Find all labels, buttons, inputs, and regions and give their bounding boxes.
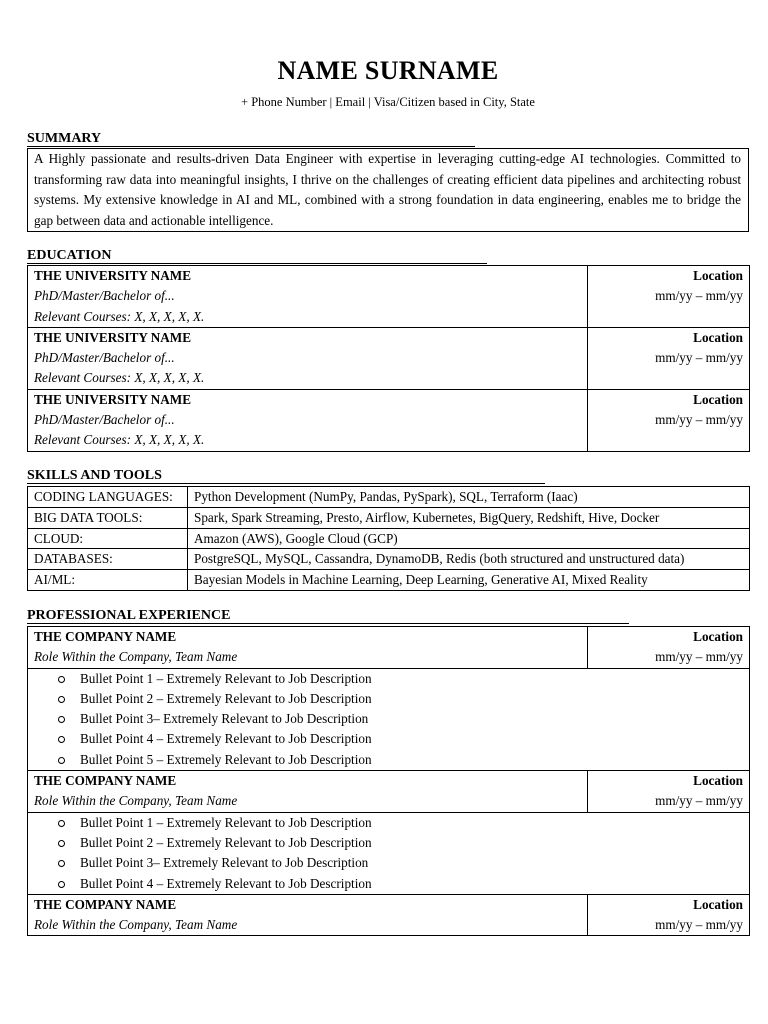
education-meta	[588, 266, 750, 328]
education-dates: mm/yy – mm/yy	[655, 412, 743, 428]
job-bullets-row	[28, 812, 750, 894]
education-entry	[28, 327, 750, 389]
job-meta	[588, 627, 750, 669]
company-name: THE COMPANY NAME	[34, 629, 177, 644]
bullet-item	[28, 874, 749, 894]
summary-box	[27, 148, 749, 232]
job-meta	[588, 771, 750, 813]
summary-text: A Highly passionate and results-driven Data Engineer with expertise in leveraging cutting-edge AI technologies. Committed to transforming raw data into meaningful insights, I thrive on the challenges of creating efficient data pipelines and architecting robust systems. My extensive knowledge in AI and ML, combined with a strong foundation in data engineering, enables me to bridge the gap between data and actionable intelligence.	[34, 151, 741, 228]
bullet-item	[28, 750, 749, 770]
skills-row	[28, 528, 750, 549]
education-table	[27, 265, 750, 452]
job-location: Location	[693, 773, 743, 789]
company-name: THE COMPANY NAME	[34, 896, 177, 912]
bullet-text: Bullet Point 4 – Extremely Relevant to Job Description	[80, 875, 372, 891]
hollow-bullet-icon	[58, 860, 65, 867]
job-location: Location	[693, 896, 743, 912]
skill-values: Amazon (AWS), Google Cloud (GCP)	[188, 528, 750, 549]
education-location: Location	[693, 268, 743, 283]
education-entry	[28, 266, 750, 328]
relevant-courses: Relevant Courses: X, X, X, X, X.	[34, 432, 205, 448]
education-location: Location	[693, 329, 743, 345]
hollow-bullet-icon	[58, 716, 65, 723]
job-details	[28, 771, 588, 813]
bullet-text: Bullet Point 2 – Extremely Relevant to Job Description	[80, 834, 372, 850]
relevant-courses: Relevant Courses: X, X, X, X, X.	[34, 308, 205, 324]
skills-heading: SKILLS AND TOOLS	[27, 468, 162, 483]
summary-rule	[27, 146, 475, 147]
hollow-bullet-icon	[58, 757, 65, 764]
bullet-item	[28, 853, 749, 873]
university-name: THE UNIVERSITY NAME	[34, 391, 192, 407]
job-role: Role Within the Company, Team Name	[34, 917, 238, 933]
contact-line: + Phone Number | Email | Visa/Citizen based in City, State	[241, 95, 535, 109]
job-dates: mm/yy – mm/yy	[655, 917, 743, 933]
candidate-name: NAME SURNAME	[277, 56, 499, 85]
university-name: THE UNIVERSITY NAME	[34, 329, 192, 345]
skills-table	[27, 486, 750, 591]
job-meta	[588, 894, 750, 936]
job-details	[28, 894, 588, 936]
skills-rule	[27, 483, 545, 484]
bullet-item	[28, 729, 749, 749]
job-dates: mm/yy – mm/yy	[655, 793, 743, 809]
job-location: Location	[693, 629, 743, 644]
job-role: Role Within the Company, Team Name	[34, 793, 238, 809]
job-dates: mm/yy – mm/yy	[655, 649, 743, 665]
skill-category: AI/ML:	[28, 570, 188, 591]
bullet-text: Bullet Point 2 – Extremely Relevant to Job Description	[80, 690, 372, 706]
skills-row	[28, 487, 750, 508]
job-bullets-row	[28, 668, 750, 770]
summary-heading: SUMMARY	[27, 131, 102, 146]
hollow-bullet-icon	[58, 820, 65, 827]
education-meta	[588, 327, 750, 389]
education-dates: mm/yy – mm/yy	[655, 288, 743, 304]
skill-category: BIG DATA TOOLS:	[28, 507, 188, 528]
bullet-text: Bullet Point 4 – Extremely Relevant to Job Description	[80, 731, 372, 747]
job-header-row	[28, 627, 750, 669]
experience-rule	[27, 623, 629, 624]
job-details	[28, 627, 588, 669]
education-details	[28, 327, 588, 389]
bullet-item	[28, 813, 749, 833]
education-heading: EDUCATION	[27, 248, 112, 263]
hollow-bullet-icon	[58, 881, 65, 888]
hollow-bullet-icon	[58, 736, 65, 743]
experience-heading: PROFESSIONAL EXPERIENCE	[27, 608, 231, 623]
education-rule	[27, 263, 487, 264]
education-details	[28, 389, 588, 451]
degree: PhD/Master/Bachelor of...	[34, 288, 175, 304]
job-bullets	[28, 812, 750, 894]
education-entry	[28, 389, 750, 451]
job-bullets	[28, 668, 750, 770]
company-name: THE COMPANY NAME	[34, 773, 177, 789]
education-details	[28, 266, 588, 328]
education-meta	[588, 389, 750, 451]
skill-category: DATABASES:	[28, 549, 188, 570]
skills-row	[28, 549, 750, 570]
skill-values: Spark, Spark Streaming, Presto, Airflow, Kubernetes, BigQuery, Redshift, Hive, Docker	[188, 507, 750, 528]
degree: PhD/Master/Bachelor of...	[34, 350, 175, 366]
job-header-row	[28, 771, 750, 813]
skill-values: Python Development (NumPy, Pandas, PySpark), SQL, Terraform (Iaac)	[188, 487, 750, 508]
hollow-bullet-icon	[58, 840, 65, 847]
skill-values: Bayesian Models in Machine Learning, Deep Learning, Generative AI, Mixed Reality	[188, 570, 750, 591]
skill-category: CLOUD:	[28, 528, 188, 549]
education-dates: mm/yy – mm/yy	[655, 350, 743, 366]
skills-row	[28, 570, 750, 591]
bullet-item	[28, 669, 749, 689]
skills-row	[28, 507, 750, 528]
job-header-row	[28, 894, 750, 936]
bullet-text: Bullet Point 3– Extremely Relevant to Job Description	[80, 855, 369, 871]
hollow-bullet-icon	[58, 676, 65, 683]
degree: PhD/Master/Bachelor of...	[34, 412, 175, 428]
experience-table	[27, 626, 750, 936]
bullet-text: Bullet Point 1 – Extremely Relevant to Job Description	[80, 670, 372, 686]
skill-category: CODING LANGUAGES:	[28, 487, 188, 508]
skill-values: PostgreSQL, MySQL, Cassandra, DynamoDB, Redis (both structured and unstructured data)	[188, 549, 750, 570]
relevant-courses: Relevant Courses: X, X, X, X, X.	[34, 370, 205, 386]
bullet-text: Bullet Point 1 – Extremely Relevant to Job Description	[80, 814, 372, 830]
bullet-item	[28, 833, 749, 853]
bullet-item	[28, 689, 749, 709]
hollow-bullet-icon	[58, 696, 65, 703]
bullet-item	[28, 709, 749, 729]
university-name: THE UNIVERSITY NAME	[34, 268, 192, 283]
bullet-text: Bullet Point 5 – Extremely Relevant to Job Description	[80, 751, 372, 767]
bullet-text: Bullet Point 3– Extremely Relevant to Job Description	[80, 711, 369, 727]
education-location: Location	[693, 391, 743, 407]
job-role: Role Within the Company, Team Name	[34, 649, 238, 665]
